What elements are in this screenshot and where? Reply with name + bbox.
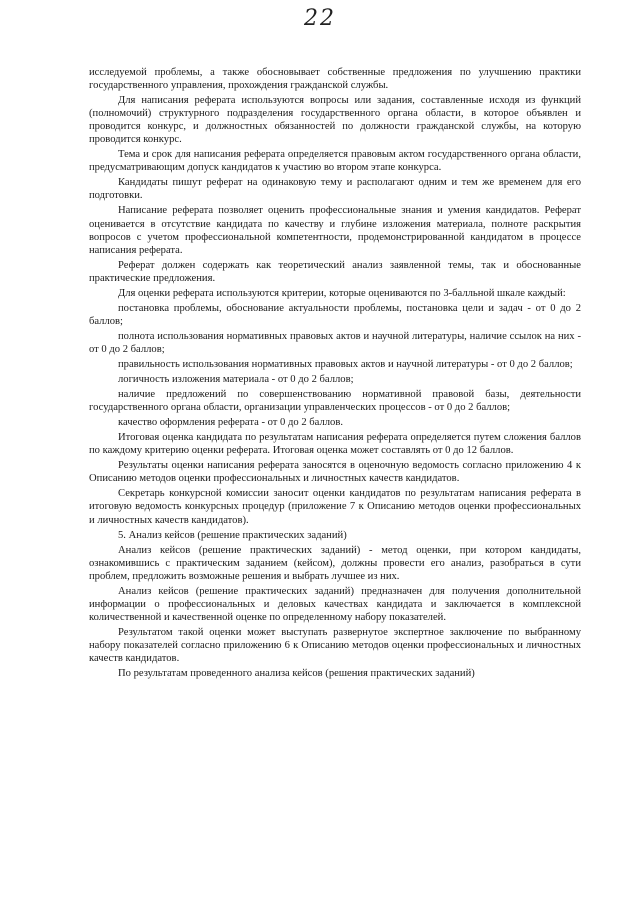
paragraph: правильность использования нормативных правовых актов и научной литературы - от 0 до 2 баллов;: [118, 358, 573, 370]
paragraph: Для оценки реферата используются критерии, которые оцениваются по 3-балльной шкале каждый:: [118, 287, 566, 299]
paragraph: Результаты оценки написания реферата заносятся в оценочную ведомость согласно приложению 4 к Описанию методов оценки профессиональных и личностных качеств кандидатов.: [89, 460, 581, 485]
paragraph: Анализ кейсов (решение практических заданий) - метод оценки, при котором кандидаты, ознакомившись с практическим заданием (кейсом), должны провести его анализ, разобраться в сути проблем, предложить возможные решения и выбрать лучшее из них.: [89, 544, 581, 582]
paragraph: Секретарь конкурсной комиссии заносит оценки кандидатов по результатам написания реферата в итоговую ведомость конкурсных процедур (приложение 7 к Описанию методов оценки профессиональных и личностных качеств кандидатов).: [89, 488, 581, 526]
paragraph: логичность изложения материала - от 0 до 2 баллов;: [118, 374, 354, 386]
paragraph: Написание реферата позволяет оценить профессиональные знания и умения кандидатов. Реферат оценивается в отсутствие кандидата по качеству и глубине изложения материала, полноте раскрытия вопросов с учетом профессиональной компетентности, продемонстрированной кандидатом в процессе написания реферата.: [89, 205, 581, 256]
paragraph: Тема и срок для написания реферата определяется правовым актом государственного органа области, предусматривающим допуск кандидатов к участию во втором этапе конкурса.: [89, 149, 581, 174]
paragraph: исследуемой проблемы, а также обосновывает собственные предложения по улучшению практики государственного управления, прохождения гражданской службы.: [89, 67, 581, 92]
paragraph: Анализ кейсов (решение практических заданий) предназначен для получения дополнительной информации о профессиональных и деловых качествах кандидата и заключается в комплексной количественной и качественной оценке по определенному набору показателей.: [89, 585, 581, 623]
paragraph: По результатам проведенного анализа кейсов (решения практических заданий): [118, 668, 475, 680]
paragraph: Реферат должен содержать как теоретический анализ заявленной темы, так и обоснованные практические предложения.: [89, 259, 581, 284]
paragraph: постановка проблемы, обоснование актуальности проблемы, постановка цели и задач - от 0 до 2 баллов;: [89, 302, 581, 327]
paragraph: полнота использования нормативных правовых актов и научной литературы, наличие ссылок на них - от 0 до 2 баллов;: [89, 330, 581, 355]
document-body: [89, 66, 581, 682]
paragraph: 5. Анализ кейсов (решение практических заданий): [118, 529, 347, 541]
paragraph: Для написания реферата используются вопросы или задания, составленные исходя из функций (полномочий) структурного подразделения государственного органа области, в которое объявлен и проводится конкурс, и должностных обязанностей по должности гражданской службы, на которую проводится конкурс.: [89, 95, 581, 146]
paragraph: Результатом такой оценки может выступать развернутое экспертное заключение по выбранному набору показателей согласно приложению 6 к Описанию методов оценки профессиональных и личностных качеств кандидатов.: [89, 626, 581, 664]
paragraph: наличие предложений по совершенствованию нормативной правовой базы, деятельности государственного органа области, организации управленческих процессов - от 0 до 2 баллов;: [89, 389, 581, 414]
paragraph: Кандидаты пишут реферат на одинаковую тему и располагают одним и тем же временем для его подготовки.: [89, 177, 581, 202]
paragraph: качество оформления реферата - от 0 до 2 баллов.: [118, 417, 343, 429]
page-number: 22: [304, 6, 336, 31]
paragraph: Итоговая оценка кандидата по результатам написания реферата определяется путем сложения баллов по каждому критерию оценки реферата. Итоговая оценка может составлять от 0 до 12 баллов.: [89, 432, 581, 457]
